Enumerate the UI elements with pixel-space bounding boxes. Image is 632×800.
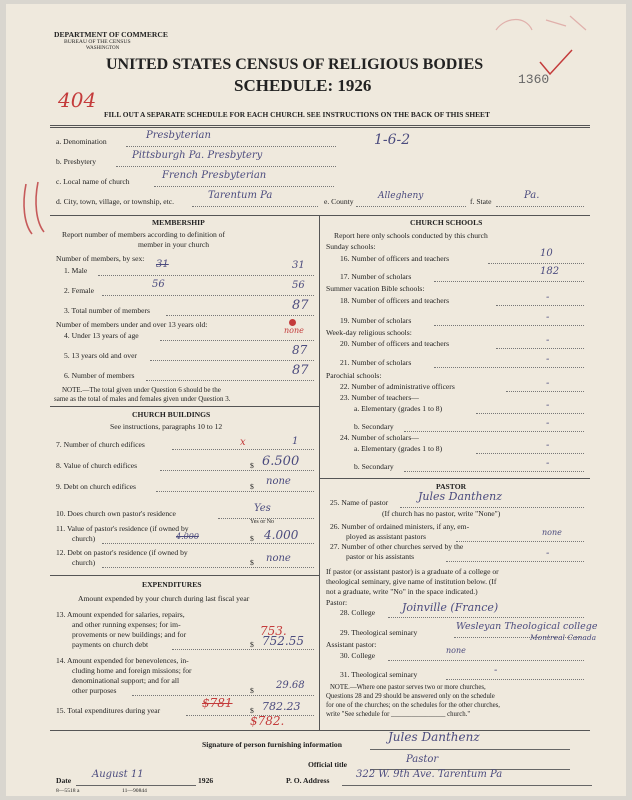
q11-dollar: $: [250, 534, 254, 543]
q25-note: (If church has no pastor, write "None"): [382, 509, 501, 518]
form-number: 8—5518 a: [56, 788, 80, 794]
q3-value: 87: [292, 298, 309, 313]
q14-line-2: cluding home and foreign missions; for: [72, 666, 192, 675]
q5-label: 5. 13 years old and over: [64, 351, 137, 360]
q10-value: Yes: [254, 503, 271, 514]
county-value: Allegheny: [378, 191, 424, 201]
pastor-note-1: NOTE.—Where one pastor serves two or more churches,: [330, 684, 486, 691]
print-number: 11—90844: [122, 788, 147, 794]
date-label: Date: [56, 776, 72, 785]
census-schedule-page: [6, 4, 626, 796]
q13-dollar: $: [250, 640, 254, 649]
q1-scratch: 31: [156, 259, 169, 270]
q14-value: 29.68: [276, 680, 305, 691]
q13-value: 752.55: [262, 634, 304, 648]
parochial-label: Parochial schools:: [326, 371, 382, 380]
signature-value: Jules Danthenz: [388, 730, 480, 744]
q17-label: 17. Number of scholars: [340, 272, 412, 281]
q24-label: 24. Number of scholars—: [340, 433, 419, 442]
q13-red-value: 753.: [260, 624, 287, 638]
membership-intro-2: member in your church: [138, 240, 210, 249]
pastor-subheading: Pastor:: [326, 598, 348, 607]
q1-label: 1. Male: [64, 266, 88, 275]
date-value: August 11: [92, 769, 144, 780]
q19-label: 19. Number of scholars: [340, 316, 412, 325]
sunday-label: Sunday schools:: [326, 242, 376, 251]
q18-label: 18. Number of officers and teachers: [340, 296, 450, 305]
faint-corner-mark: [476, 6, 596, 46]
presbytery-value: Pittsburgh Pa. Presbytery: [132, 150, 263, 161]
bureau-label: BUREAU OF THE CENSUS: [64, 39, 131, 45]
pastor-note-3: for one of the churches; on the schedules for the other churches,: [326, 702, 501, 709]
q22-value: -: [546, 378, 550, 389]
q5-value: 87: [292, 343, 308, 357]
q8-value: 6.500: [262, 454, 300, 469]
pastor-note-2: Questions 28 and 29 should be answered only on the schedule: [326, 693, 495, 700]
q26-line-1: 26. Number of ordained ministers, if any, em-: [330, 522, 470, 531]
q6-label: 6. Number of members: [64, 371, 135, 380]
denomination-label: a. Denomination: [56, 137, 107, 146]
grad-note-2: theological seminary, give name of institution below. (If: [326, 577, 497, 586]
denomination-value: Presbyterian: [146, 130, 211, 141]
q17-value: 182: [540, 266, 560, 277]
city-label: WASHINGTON: [86, 46, 120, 51]
q11-value: 4.000: [264, 528, 299, 542]
q6-value: 87: [292, 363, 309, 378]
age-intro: Number of members under and over 13 years old:: [56, 320, 208, 329]
grad-note-1: If pastor (or assistant pastor) is a graduate of a college or: [326, 567, 499, 576]
q11-label-2: church): [72, 534, 96, 543]
q13-line-3: provements or new buildings; and for: [72, 630, 187, 639]
q23b-label: b. Secondary: [354, 422, 394, 431]
membership-intro-1: Report number of members according to definition of: [62, 230, 226, 239]
q10-label: 10. Does church own pastor's residence: [56, 509, 176, 518]
red-check-mark: [536, 46, 576, 80]
q4-label: 4. Under 13 years of age: [64, 331, 139, 340]
q15-red-total: $782.: [250, 714, 285, 728]
buildings-sub: See instructions, paragraphs 10 to 12: [110, 422, 223, 431]
q14-line-4: other purposes: [72, 686, 117, 695]
q9-value: none: [266, 476, 291, 487]
q12-value: none: [266, 553, 291, 564]
q7-red-x: x: [240, 437, 246, 448]
q14-line-1: 14. Amount expended for benevolences, in-: [56, 656, 189, 665]
membership-heading: MEMBERSHIP: [152, 218, 205, 227]
po-address-label: P. O. Address: [286, 776, 330, 785]
summer-label: Summer vacation Bible schools:: [326, 284, 425, 293]
q9-dollar: $: [250, 482, 254, 491]
q14-dollar: $: [250, 686, 254, 695]
q3-label: 3. Total number of members: [64, 306, 151, 315]
red-number: 404: [58, 88, 97, 112]
q27-value: -: [546, 548, 550, 559]
q20-value: -: [546, 335, 550, 346]
q27-line-2: pastor or his assistants: [346, 552, 415, 561]
q2-label: 2. Female: [64, 286, 94, 295]
q26-line-2: ployed as assistant pastors: [346, 532, 426, 541]
q29-label: 29. Theological seminary: [340, 628, 418, 637]
assistant-subheading: Assistant pastor:: [326, 640, 377, 649]
q29-value: Wesleyan Theological college: [456, 621, 598, 632]
q16-label: 16. Number of officers and teachers: [340, 254, 450, 263]
yes-no-hint: Yes or No: [250, 519, 275, 525]
dept-label: DEPARTMENT OF COMMERCE: [54, 30, 168, 39]
po-address-value: 322 W. 9th Ave. Tarentum Pa: [356, 769, 503, 780]
q24a-label: a. Elementary (grades 1 to 8): [354, 444, 443, 453]
official-title-value: Pastor: [406, 754, 439, 765]
schedule-title: SCHEDULE: 1926: [234, 76, 372, 95]
county-label: e. County: [324, 197, 354, 206]
q31-value: -: [494, 665, 498, 676]
q30-value: none: [446, 646, 466, 655]
q28-label: 28. College: [340, 608, 376, 617]
q15-red-scratch: $781: [202, 696, 233, 710]
q26-value: none: [542, 528, 562, 537]
q8-dollar: $: [250, 461, 254, 470]
q15-label: 15. Total expenditures during year: [56, 706, 161, 715]
q24b-value: -: [546, 458, 550, 469]
city-field-label: d. City, town, village, or township, etc.: [56, 197, 175, 206]
red-dot-mark: [289, 319, 296, 326]
presbytery-label: b. Presbytery: [56, 157, 97, 166]
q13-line-4: payments on church debt: [72, 640, 149, 649]
q7-value: 1: [292, 436, 299, 447]
q25-value: Jules Danthenz: [418, 490, 503, 503]
q1-value: 31: [292, 260, 305, 271]
schools-heading: CHURCH SCHOOLS: [410, 218, 483, 227]
q23a-value: -: [546, 400, 550, 411]
q22-label: 22. Number of administrative officers: [340, 382, 455, 391]
q31-label: 31. Theological seminary: [340, 670, 418, 679]
q4-value: none: [284, 326, 304, 335]
q11-scratch: 4.000: [176, 532, 199, 541]
by-sex-label: Number of members, by sex:: [56, 254, 145, 263]
q21-value: -: [546, 354, 550, 365]
q23-label: 23. Number of teachers—: [340, 393, 419, 402]
form-title: UNITED STATES CENSUS OF RELIGIOUS BODIES: [106, 56, 484, 73]
q12-dollar: $: [250, 558, 254, 567]
q16-value: 10: [540, 248, 553, 259]
grad-note-3: not a graduate, write "No" in the space indicated.): [326, 587, 478, 596]
q2-value: 56: [292, 280, 305, 291]
q13-line-2: and other running expenses; for im-: [72, 620, 181, 629]
instructions-line: FILL OUT A SEPARATE SCHEDULE FOR EACH CHURCH. SEE INSTRUCTIONS ON THE BACK OF THIS SHEET: [104, 110, 490, 119]
official-title-label: Official title: [308, 760, 348, 769]
date-year: 1926: [198, 776, 214, 785]
pastor-heading: PASTOR: [436, 482, 467, 491]
q11-label-1: 11. Value of pastor's residence (if owned by: [56, 524, 189, 533]
q27-line-1: 27. Number of other churches served by the: [330, 542, 464, 551]
q13-line-1: 13. Amount expended for salaries, repairs,: [56, 610, 185, 619]
q20-label: 20. Number of officers and teachers: [340, 339, 450, 348]
q30-label: 30. College: [340, 651, 376, 660]
q21-label: 21. Number of scholars: [340, 358, 412, 367]
q9-label: 9. Debt on church edifices: [56, 482, 136, 491]
weekday-label: Week-day religious schools:: [326, 328, 412, 337]
schools-intro: Report here only schools conducted by this church: [334, 231, 488, 240]
membership-note-1: NOTE.—The total given under Question 6 should be the: [62, 386, 221, 394]
signature-label: Signature of person furnishing information: [202, 740, 342, 749]
q8-label: 8. Value of church edifices: [56, 461, 138, 470]
q14-line-3: denominational support; and for all: [72, 676, 180, 685]
expenditures-heading: EXPENDITURES: [142, 580, 202, 589]
local-name-label: c. Local name of church: [56, 177, 130, 186]
local-name-value: French Presbyterian: [162, 170, 267, 181]
q24b-label: b. Secondary: [354, 462, 394, 471]
q12-label-1: 12. Debt on pastor's residence (if owned by: [56, 548, 188, 557]
q24a-value: -: [546, 440, 550, 451]
state-value: Pa.: [524, 190, 540, 201]
q29-value-2: Montreal Canada: [530, 633, 597, 642]
code-value: 1-6-2: [374, 132, 411, 148]
q19-value: -: [546, 312, 550, 323]
q25-label: 25. Name of pastor: [330, 498, 389, 507]
pastor-note-4: write "See schedule for ________________ church.": [326, 711, 471, 718]
expenditures-intro: Amount expended by your church during last fiscal year: [78, 594, 250, 603]
state-label: f. State: [470, 197, 492, 206]
q15-value: 782.23: [262, 700, 301, 713]
city-field-value: Tarentum Pa: [208, 190, 273, 201]
q15-dollar: $: [250, 706, 254, 715]
buildings-heading: CHURCH BUILDINGS: [132, 410, 211, 419]
q23b-value: -: [546, 418, 550, 429]
q7-label: 7. Number of church edifices: [56, 440, 145, 449]
red-margin-mark: [18, 174, 58, 244]
q23a-label: a. Elementary (grades 1 to 8): [354, 404, 443, 413]
number-stamp: 1360: [518, 72, 550, 87]
membership-note-2: same as the total of males and females given under Question 3.: [54, 395, 231, 403]
q12-label-2: church): [72, 558, 96, 567]
q18-value: -: [546, 292, 550, 303]
q2-scratch: 56: [152, 279, 165, 290]
q28-value: Joinville (France): [402, 601, 499, 614]
